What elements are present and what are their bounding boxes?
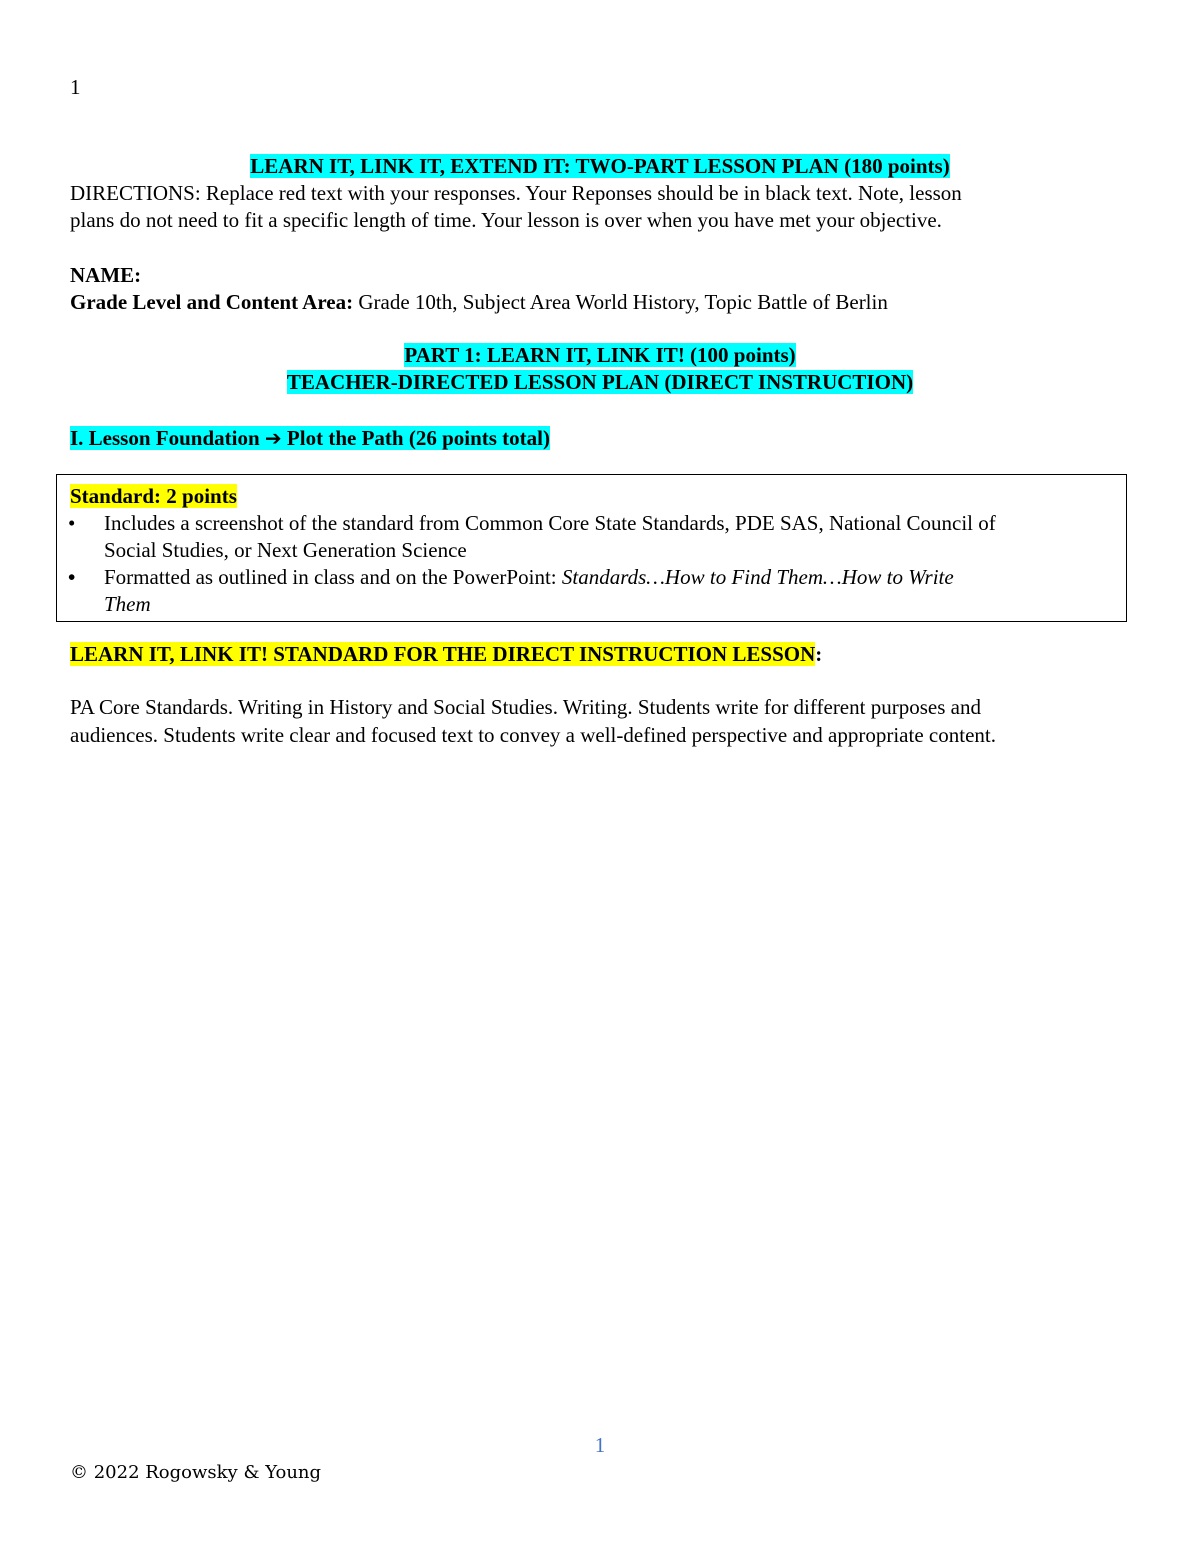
footer-page-number: 1 — [594, 1433, 606, 1457]
part1-heading-line-1: PART 1: LEARN IT, LINK IT! (100 points) — [404, 343, 796, 367]
standard-box-heading: Standard: 2 points — [70, 484, 237, 508]
standard-bullet-2 — [68, 564, 1118, 618]
document-title: LEARN IT, LINK IT, EXTEND IT: TWO-PART LESSON PLAN (180 points) — [250, 154, 950, 178]
section-heading-wrapper — [70, 425, 550, 452]
standard-heading: LEARN IT, LINK IT! STANDARD FOR THE DIRECT INSTRUCTION LESSON — [70, 642, 816, 666]
arrow-right-icon: ➔ — [264, 426, 282, 450]
grade-level-value: Grade 10th, Subject Area World History, Topic Battle of Berlin — [353, 290, 888, 314]
name-label: NAME: — [70, 263, 142, 287]
bullet-2-line-2 — [104, 591, 1114, 618]
footer-copyright: © 2022 Rogowsky & Young — [70, 1462, 322, 1483]
part1-heading-line-2: TEACHER-DIRECTED LESSON PLAN (DIRECT INSTRUCTION) — [286, 370, 914, 394]
standard-bullet-1 — [68, 510, 1118, 564]
header-page-number: 1 — [70, 75, 81, 99]
section-heading — [70, 426, 550, 450]
section-heading-part-b: Plot the Path (26 points total) — [281, 426, 550, 450]
standard-heading-wrapper — [70, 641, 822, 668]
standard-box-heading-wrapper — [70, 483, 237, 510]
part1-heading-line-1-wrapper — [0, 342, 1200, 369]
document-title-wrapper — [0, 153, 1200, 180]
standard-text-line-2: audiences. Students write clear and focused text to convey a well-defined perspective and appropriate content. — [70, 723, 996, 747]
section-heading-part-a: I. Lesson Foundation — [70, 426, 265, 450]
directions-line-1: DIRECTIONS: Replace red text with your responses. Your Reponses should be in black text. Note, lesson — [70, 181, 962, 205]
bullet-2-italic-2: Them — [104, 592, 151, 616]
grade-level-label: Grade Level and Content Area: — [70, 290, 354, 314]
part1-heading-line-2-wrapper — [0, 369, 1200, 396]
bullet-2-italic-1: Standards…How to Find Them…How to Write — [561, 565, 954, 589]
bullet-2-line-1 — [104, 564, 1114, 591]
standard-text-line-1: PA Core Standards. Writing in History and Social Studies. Writing. Students write for different purposes and — [70, 695, 981, 719]
bullet-1-line-2: Social Studies, or Next Generation Science — [104, 538, 467, 562]
grade-level-line — [70, 289, 888, 316]
directions-line-2: plans do not need to fit a specific length of time. Your lesson is over when you have met your objective. — [70, 208, 942, 232]
bullet-2-prefix: Formatted as outlined in class and on the PowerPoint: — [104, 565, 562, 589]
bullet-1-line-1: Includes a screenshot of the standard from Common Core State Standards, PDE SAS, National Council of — [104, 511, 996, 535]
bullet-icon: • — [68, 565, 76, 589]
standard-heading-colon: : — [815, 642, 823, 666]
bullet-icon: • — [68, 511, 76, 535]
